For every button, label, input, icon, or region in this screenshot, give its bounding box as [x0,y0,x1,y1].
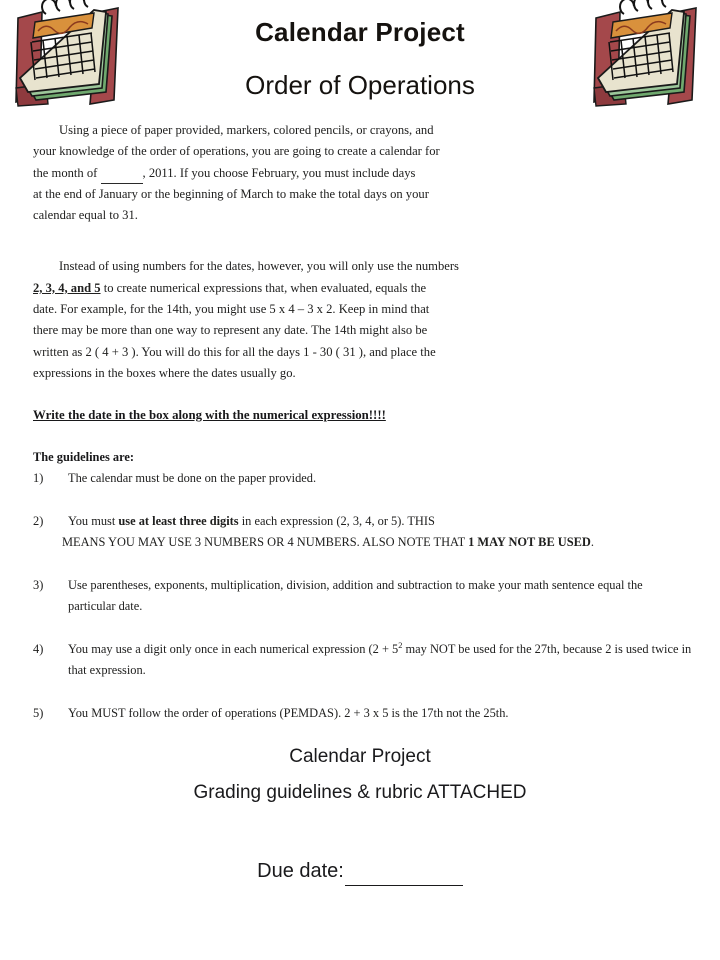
instructions-line-3: date. For example, for the 14th, you might use 5 x 4 – 3 x 2. Keep in mind that [33,302,430,317]
guideline-text: You MUST follow the order of operations (PEMDAS). 2 + 3 x 5 is the 17th not the 25th. [68,705,509,720]
title-block [160,16,560,101]
due-date-row [0,856,720,886]
month-blank-field[interactable] [101,172,143,184]
paragraph-intro [33,120,693,226]
guidelines-heading: The guidelines are: [33,450,134,465]
instructions-line-4: there may be more than one way to represent any date. The 14th might also be [33,323,428,338]
guideline-number: 3) [33,577,44,592]
g4-prefix: You may use a digit only once in each numerical expression (2 + 5 [68,641,399,656]
spacer [33,618,693,639]
g2-suffix: in each expression (2, 3, 4, or 5). THIS [238,513,435,528]
intro-line-4: at the end of January or the beginning of March to make the total days on your [33,186,429,201]
instructions-line-5: written as 2 ( 4 + 3 ). You will do this for all the days 1 - 30 ( 31 ), and place the [33,344,436,359]
page-subtitle: Order of Operations [245,69,475,100]
spacer [33,490,693,511]
intro-line-3-suffix: , 2011. If you choose February, you must include days [142,165,416,180]
document-body [33,120,693,724]
guideline-text [68,511,693,533]
intro-line-2: your knowledge of the order of operations, you are going to create a calendar for [33,144,440,159]
allowed-digits-emphasis: 2, 3, 4, and 5 [33,280,101,295]
guideline-text: The calendar must be done on the paper provided. [68,471,317,486]
guidelines-list [33,468,693,724]
guideline-item-5 [33,703,693,725]
exponent-superscript: 2 [398,640,403,650]
document-footer [0,742,720,886]
write-date-callout: Write the date in the box along with the numerical expression!!!! [33,408,386,423]
intro-line-5: calendar equal to 31. [33,208,138,223]
guideline-item-4 [33,639,693,682]
spacer [33,426,693,447]
guideline-text [68,639,693,661]
guideline-number: 1) [33,471,44,486]
instructions-line-6: expressions in the boxes where the dates usually go. [33,365,296,380]
paragraph-instructions [33,256,693,384]
due-date-blank-field[interactable] [345,870,463,886]
three-digits-emphasis: use at least three digits [118,513,239,528]
instructions-line-2-rest: to create numerical expressions that, when evaluated, equals the [100,280,427,295]
guideline-number: 2) [33,513,44,528]
guideline-number: 4) [33,641,44,656]
spacer [33,682,693,703]
intro-line-3-prefix: the month of [33,165,101,180]
g2-prefix: You must [68,513,119,528]
guideline-text-line2 [62,532,693,554]
one-not-allowed-emphasis: 1 MAY NOT BE USED [468,535,591,550]
footer-title: Calendar Project [289,746,431,767]
guideline-text-line2: particular date. [68,599,143,614]
g4-suffix: may NOT be used for the 27th, because 2 is used twice in [402,641,692,656]
instructions-line-1: Instead of using numbers for the dates, however, you will only use the numbers [59,259,459,274]
spacer [33,554,693,575]
guideline-item-2 [33,511,693,554]
guideline-text: Use parentheses, exponents, multiplication, division, addition and subtraction to make your math sentence equal the [68,577,643,592]
guideline-text-line2: that expression. [68,663,146,678]
spacer [33,226,693,256]
page-title: Calendar Project [255,17,465,47]
intro-line-1: Using a piece of paper provided, markers, colored pencils, or crayons, and [59,123,434,137]
guideline-number: 5) [33,705,44,720]
guideline-item-1 [33,468,693,490]
calendar-clipart-left [2,0,152,112]
calendar-clipart-right [580,0,720,112]
spacer [33,384,693,405]
g2-line2-suffix: . [590,535,594,550]
due-date-label: Due date: [257,860,344,882]
guideline-item-3 [33,575,693,618]
g2-line2-prefix: MEANS YOU MAY USE 3 NUMBERS OR 4 NUMBERS. ALSO NOTE THAT [62,535,469,550]
footer-rubric-note: Grading guidelines & rubric ATTACHED [193,782,527,803]
document-header [0,0,720,118]
